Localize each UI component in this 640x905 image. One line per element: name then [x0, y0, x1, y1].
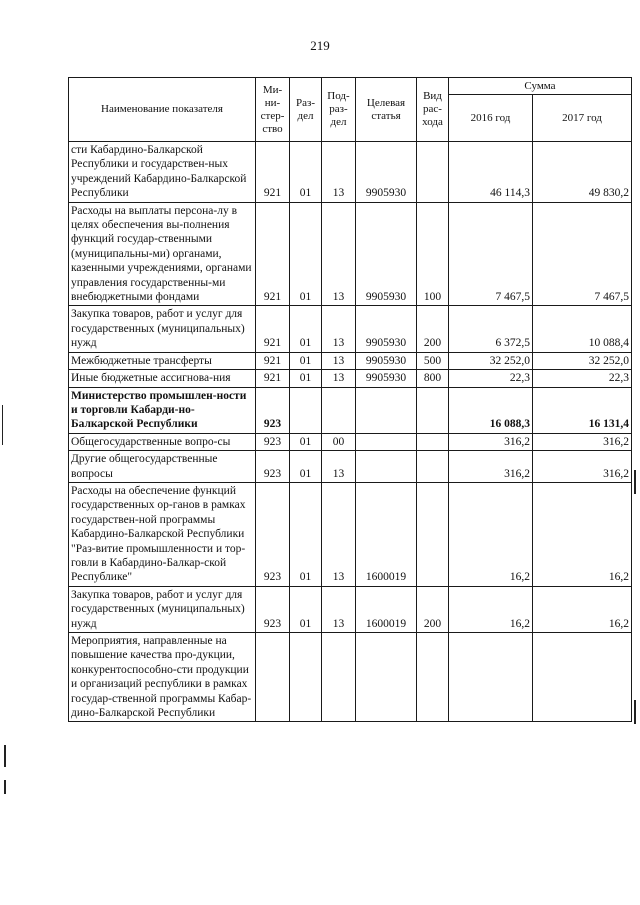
row-target-code	[356, 633, 417, 722]
row-expense-code: 100	[417, 202, 449, 306]
row-sum-2017: 316,2	[533, 433, 632, 450]
table-row	[69, 482, 632, 586]
row-subsection-code: 00	[322, 433, 356, 450]
row-name: Министерство промышлен-ности и торговли Кабарди-но-Балкарской Республики	[69, 387, 256, 433]
row-target-code: 1600019	[356, 482, 417, 586]
row-target-code: 9905930	[356, 306, 417, 352]
row-name: Закупка товаров, работ и услуг для государственных (муниципальных) нужд	[69, 306, 256, 352]
row-expense-code	[417, 142, 449, 203]
table-row	[69, 352, 632, 369]
row-expense-code	[417, 482, 449, 586]
table-row	[69, 370, 632, 387]
row-section-code: 01	[290, 306, 322, 352]
header-year-2016: 2016 год	[449, 95, 533, 142]
budget-table	[68, 77, 632, 722]
row-section-code: 01	[290, 482, 322, 586]
row-section-code: 01	[290, 451, 322, 483]
table-header	[69, 78, 632, 142]
row-section-code: 01	[290, 352, 322, 369]
row-ministry-code: 923	[256, 433, 290, 450]
row-subsection-code: 13	[322, 586, 356, 632]
table-row	[69, 433, 632, 450]
table-body	[69, 142, 632, 722]
header-sum: Сумма	[449, 78, 632, 95]
row-section-code	[290, 633, 322, 722]
header-name: Наименование показателя	[69, 78, 256, 142]
row-sum-2017: 16,2	[533, 586, 632, 632]
row-section-code: 01	[290, 433, 322, 450]
row-sum-2016: 16,2	[449, 482, 533, 586]
row-target-code	[356, 387, 417, 433]
row-sum-2016: 316,2	[449, 433, 533, 450]
table-row	[69, 586, 632, 632]
row-subsection-code: 13	[322, 142, 356, 203]
row-expense-code	[417, 433, 449, 450]
row-subsection-code: 13	[322, 482, 356, 586]
row-expense-code: 500	[417, 352, 449, 369]
row-sum-2016: 22,3	[449, 370, 533, 387]
row-name: Межбюджетные трансферты	[69, 352, 256, 369]
row-subsection-code: 13	[322, 352, 356, 369]
row-ministry-code: 921	[256, 370, 290, 387]
table-row	[69, 202, 632, 306]
header-section: Раз- дел	[290, 78, 322, 142]
page-number: 219	[310, 38, 330, 53]
row-name: Расходы на обеспечение функций государственных ор-ганов в рамках государствен-ной программы Кабардино-Балкарской Республики "Раз-витие промышленности и тор-говли в Кабардино-Балкар-ской Республике"	[69, 482, 256, 586]
row-subsection-code	[322, 633, 356, 722]
row-ministry-code: 923	[256, 586, 290, 632]
row-ministry-code: 923	[256, 482, 290, 586]
row-ministry-code: 921	[256, 202, 290, 306]
row-sum-2017: 16 131,4	[533, 387, 632, 433]
table-row	[69, 633, 632, 722]
row-sum-2016: 16,2	[449, 586, 533, 632]
row-sum-2017: 32 252,0	[533, 352, 632, 369]
row-ministry-code: 921	[256, 306, 290, 352]
header-ministry: Ми- ни- стер- ство	[256, 78, 290, 142]
row-target-code: 9905930	[356, 202, 417, 306]
row-sum-2017: 16,2	[533, 482, 632, 586]
header-expense-type: Вид рас- хода	[417, 78, 449, 142]
row-expense-code	[417, 451, 449, 483]
row-expense-code: 200	[417, 306, 449, 352]
table-row	[69, 142, 632, 203]
row-section-code: 01	[290, 586, 322, 632]
row-name: Закупка товаров, работ и услуг для государственных (муниципальных) нужд	[69, 586, 256, 632]
row-subsection-code: 13	[322, 451, 356, 483]
row-name: Общегосударственные вопро-сы	[69, 433, 256, 450]
row-target-code: 9905930	[356, 142, 417, 203]
row-expense-code: 800	[417, 370, 449, 387]
row-name: Мероприятия, направленные на повышение качества про-дукции, конкурентоспособно-сти продукции и организаций республики в рамках государ-ственной программы Кабар-дино-Балкарской Республики	[69, 633, 256, 722]
row-sum-2017	[533, 633, 632, 722]
table-row	[69, 387, 632, 433]
row-ministry-code: 921	[256, 142, 290, 203]
row-target-code: 1600019	[356, 586, 417, 632]
row-sum-2016: 46 114,3	[449, 142, 533, 203]
row-ministry-code: 923	[256, 387, 290, 433]
row-sum-2017: 316,2	[533, 451, 632, 483]
row-subsection-code: 13	[322, 202, 356, 306]
row-section-code: 01	[290, 202, 322, 306]
row-sum-2017: 10 088,4	[533, 306, 632, 352]
row-expense-code	[417, 633, 449, 722]
row-name: Иные бюджетные ассигнова-ния	[69, 370, 256, 387]
row-subsection-code: 13	[322, 370, 356, 387]
row-sum-2016: 32 252,0	[449, 352, 533, 369]
row-subsection-code: 13	[322, 306, 356, 352]
table-row	[69, 306, 632, 352]
row-target-code	[356, 433, 417, 450]
row-ministry-code: 921	[256, 352, 290, 369]
row-target-code: 9905930	[356, 370, 417, 387]
row-name: Расходы на выплаты персона-лу в целях обеспечения вы-полнения функций государ-ственными (муниципальны-ми) органами, казенными учреждениями, органами управления государственны-ми внебюджетными фондами	[69, 202, 256, 306]
row-name: Другие общегосударственные вопросы	[69, 451, 256, 483]
row-sum-2017: 22,3	[533, 370, 632, 387]
row-target-code: 9905930	[356, 352, 417, 369]
row-expense-code: 200	[417, 586, 449, 632]
row-sum-2016: 16 088,3	[449, 387, 533, 433]
row-ministry-code	[256, 633, 290, 722]
header-year-2017: 2017 год	[533, 95, 632, 142]
row-section-code: 01	[290, 370, 322, 387]
row-target-code	[356, 451, 417, 483]
header-target: Целевая статья	[356, 78, 417, 142]
header-subsection: Под- раз- дел	[322, 78, 356, 142]
row-sum-2016: 7 467,5	[449, 202, 533, 306]
row-sum-2016: 6 372,5	[449, 306, 533, 352]
row-section-code	[290, 387, 322, 433]
row-sum-2016: 316,2	[449, 451, 533, 483]
row-ministry-code: 923	[256, 451, 290, 483]
row-subsection-code	[322, 387, 356, 433]
table-row	[69, 451, 632, 483]
row-sum-2017: 7 467,5	[533, 202, 632, 306]
row-section-code: 01	[290, 142, 322, 203]
row-sum-2016	[449, 633, 533, 722]
row-expense-code	[417, 387, 449, 433]
row-sum-2017: 49 830,2	[533, 142, 632, 203]
row-name: сти Кабардино-Балкарской Республики и государствен-ных учреждений Кабардино-Балкарской Республики	[69, 142, 256, 203]
